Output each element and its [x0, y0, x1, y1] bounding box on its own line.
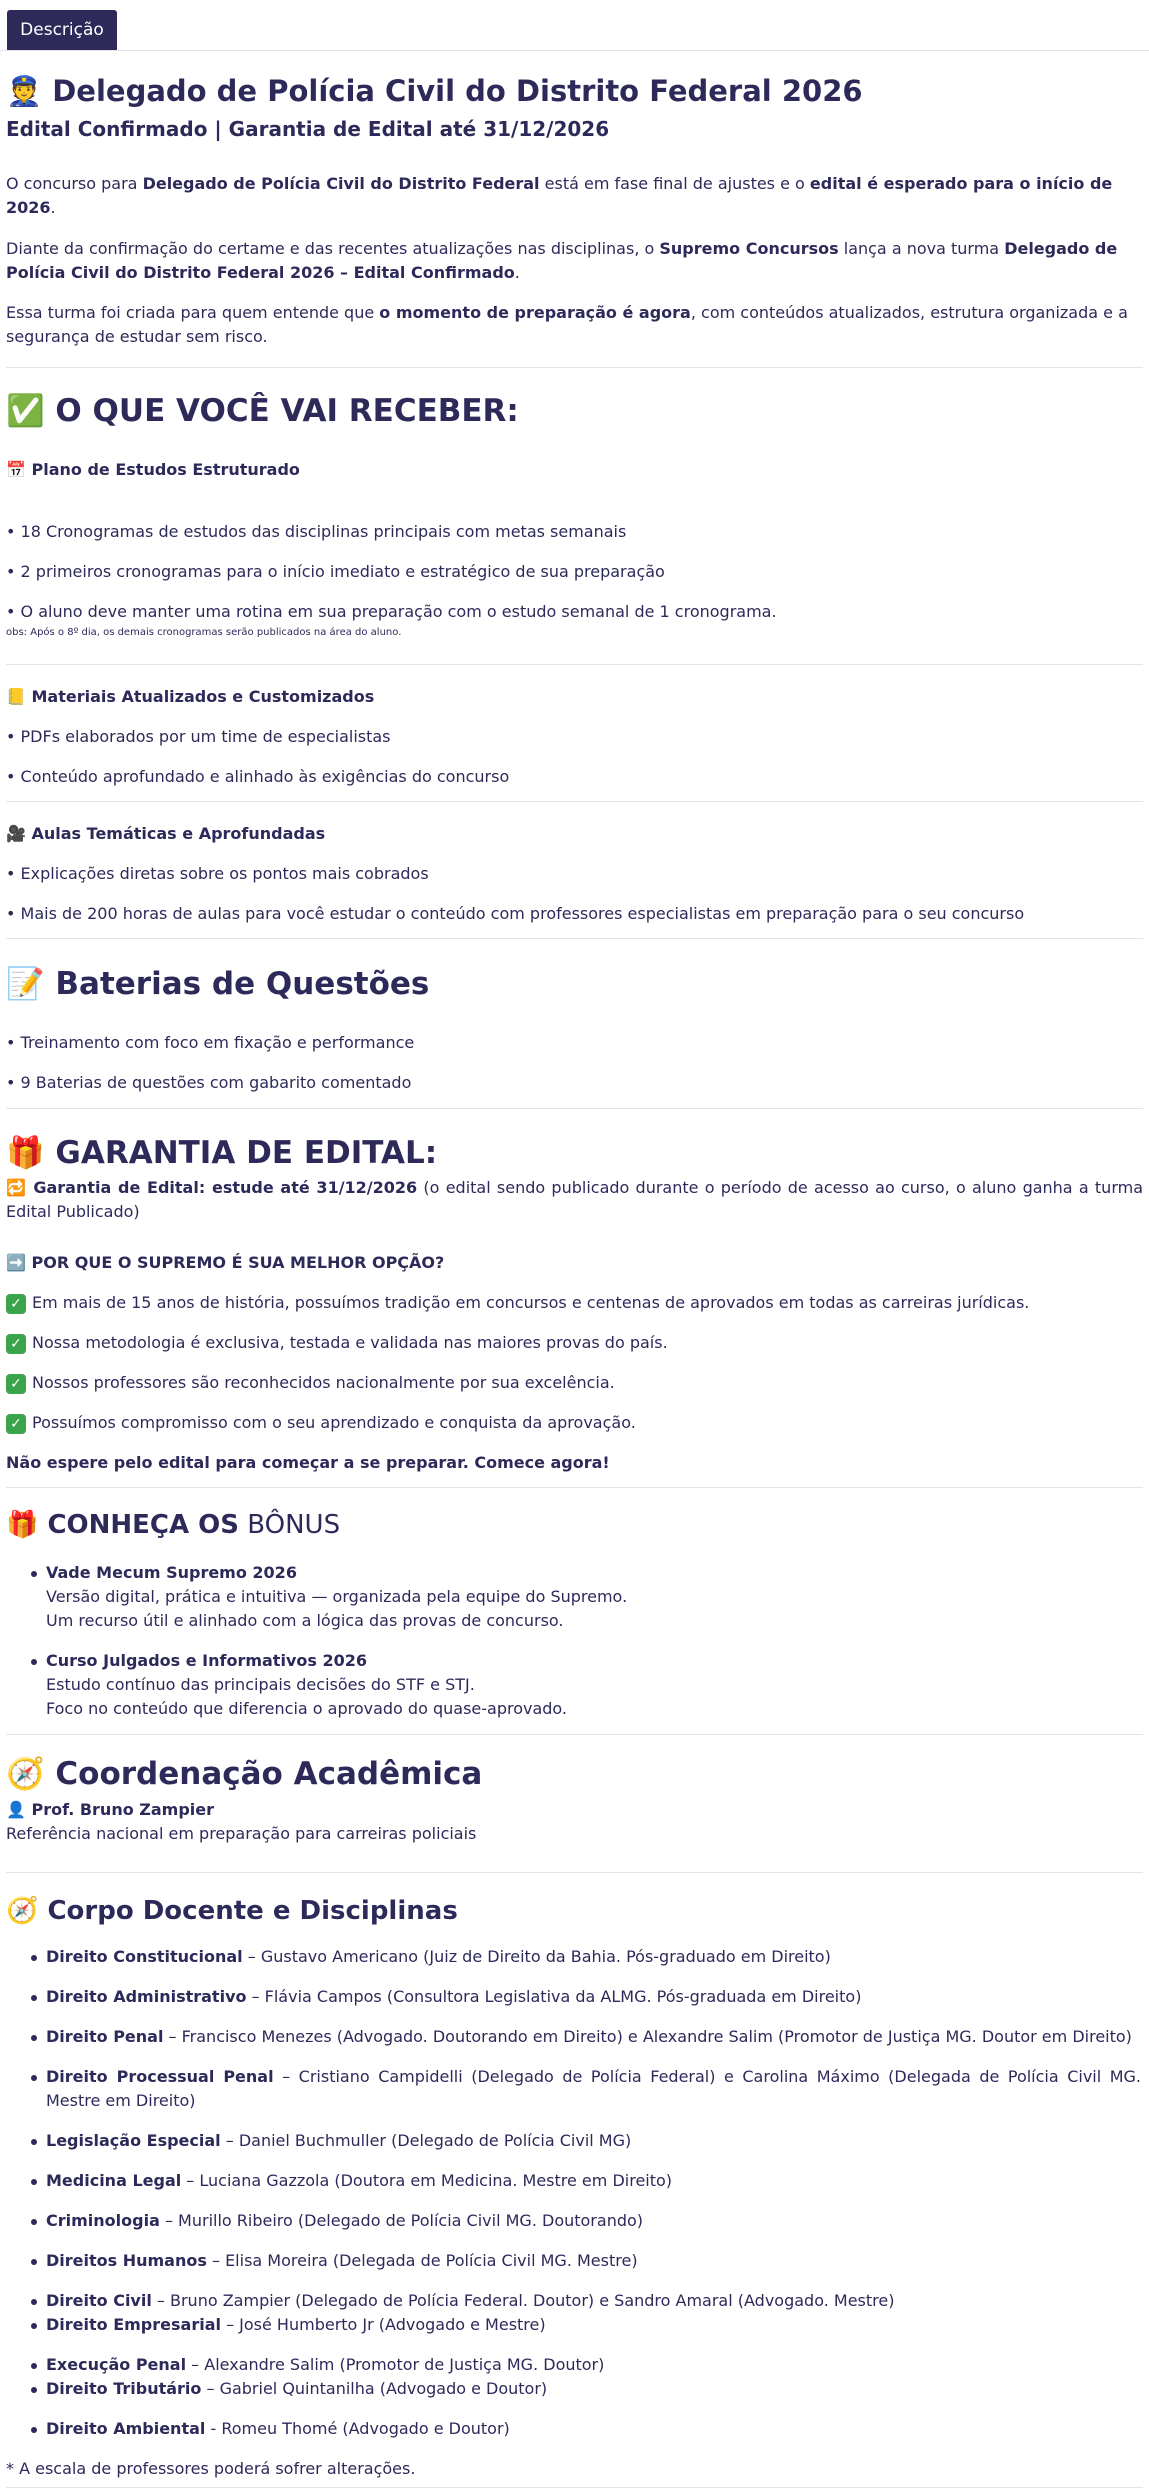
tab-descricao[interactable]: Descrição	[7, 10, 117, 50]
video-camera-icon: 🎥	[6, 824, 26, 843]
coordinator-name: 👤 Prof. Bruno Zampier	[6, 1800, 215, 1819]
page-title: 👮 Delegado de Polícia Civil do Distrito Federal 2026	[6, 74, 863, 108]
check-icon: ✅	[6, 393, 45, 429]
divider	[6, 1872, 1143, 1873]
check-icon: ✓	[6, 1334, 26, 1354]
list-item: • Treinamento com foco em fixação e performance	[6, 1033, 415, 1052]
memo-icon: 📝	[6, 966, 45, 1002]
reason-item: ✓ Nossa metodologia é exclusiva, testada e validada nas maiores provas do país.	[6, 1331, 668, 1355]
calendar-icon: 📅	[6, 460, 26, 479]
list-item: • Conteúdo aprofundado e alinhado às exigências do concurso	[6, 767, 510, 786]
section-title-questoes: 📝 Baterias de Questões	[6, 966, 430, 1002]
divider	[6, 938, 1143, 939]
check-icon: ✓	[6, 1374, 26, 1394]
teacher-item: Direito Processual Penal – Cristiano Campidelli (Delegado de Polícia Federal) e Carolina Máximo (Delegada de Polícia Civil MG. Mestre em Direito)	[46, 2065, 1141, 2113]
footnote: * A escala de professores poderá sofrer alterações.	[6, 2459, 416, 2478]
divider	[6, 1734, 1143, 1735]
list-item: • O aluno deve manter uma rotina em sua preparação com o estudo semanal de 1 cronograma.	[6, 602, 777, 621]
teacher-item: Direito Tributário – Gabriel Quintanilha (Advogado e Doutor)	[46, 2377, 1141, 2401]
page-subtitle: Edital Confirmado | Garantia de Edital até 31/12/2026	[6, 117, 610, 141]
reason-item: ✓ Possuímos compromisso com o seu aprendizado e conquista da aprovação.	[6, 1411, 636, 1435]
section-title-bonus: 🎁 CONHEÇA OS BÔNUS	[6, 1510, 341, 1540]
repeat-icon: 🔁	[6, 1178, 28, 1197]
teacher-item: Direito Administrativo – Flávia Campos (Consultora Legislativa da ALMG. Pós-graduada em Direito)	[46, 1985, 1141, 2009]
divider	[6, 367, 1143, 368]
list-item: • Mais de 200 horas de aulas para você estudar o conteúdo com professores especialistas em preparação para o seu concurso	[6, 904, 1025, 923]
teacher-item: Direito Civil – Bruno Zampier (Delegado de Polícia Federal. Doutor) e Sandro Amaral (Advogado. Mestre)	[46, 2289, 1141, 2313]
tab-bar	[0, 0, 1149, 51]
list-item: • PDFs elaborados por um time de especialistas	[6, 727, 391, 746]
check-icon: ✓	[6, 1294, 26, 1314]
gift-icon: 🎁	[6, 1135, 45, 1171]
aulas-title: 🎥 Aulas Temáticas e Aprofundadas	[6, 824, 326, 843]
bonus-item: Curso Julgados e Informativos 2026 Estudo contínuo das principais decisões do STF e STJ. Foco no conteúdo que diferencia o aprovado do quase-aprovado.	[46, 1649, 1141, 1721]
bonus-item: Vade Mecum Supremo 2026 Versão digital, prática e intuitiva — organizada pela equipe do Supremo. Um recurso útil e alinhado com a lógica das provas de concurso.	[46, 1561, 1141, 1633]
cta-text: Não espere pelo edital para começar a se preparar. Comece agora!	[6, 1453, 610, 1472]
why-title: ➡️ POR QUE O SUPREMO É SUA MELHOR OPÇÃO?	[6, 1253, 445, 1272]
divider	[6, 664, 1143, 665]
police-icon: 👮	[6, 74, 43, 108]
reason-item: ✓ Nossos professores são reconhecidos nacionalmente por sua excelência.	[6, 1371, 615, 1395]
compass-icon: 🧭	[6, 1756, 45, 1792]
teacher-item: Legislação Especial – Daniel Buchmuller (Delegado de Polícia Civil MG)	[46, 2129, 1141, 2153]
section-title-receber: ✅ O QUE VOCÊ VAI RECEBER:	[6, 393, 519, 429]
divider	[6, 2487, 1143, 2488]
person-icon: 👤	[6, 1800, 26, 1819]
gift-icon: 🎁	[6, 1510, 39, 1540]
teacher-item: Execução Penal – Alexandre Salim (Promotor de Justiça MG. Doutor)	[46, 2353, 1141, 2377]
intro-paragraph-3: Essa turma foi criada para quem entende que o momento de preparação é agora, com conteúdos atualizados, estrutura organizada e a segurança de estudar sem risco.	[6, 303, 1128, 346]
teacher-item: Criminologia – Murillo Ribeiro (Delegado de Polícia Civil MG. Doutorando)	[46, 2209, 1141, 2233]
list-item: • 2 primeiros cronogramas para o início imediato e estratégico de sua preparação	[6, 562, 665, 581]
teacher-item: Direito Ambiental - Romeu Thomé (Advogado e Doutor)	[46, 2417, 1141, 2441]
plano-title: 📅 Plano de Estudos Estruturado	[6, 460, 300, 479]
intro-paragraph-1: O concurso para Delegado de Polícia Civil do Distrito Federal está em fase final de ajustes e o edital é esperado para o início de 2026.	[6, 174, 1113, 217]
list-item: • 9 Baterias de questões com gabarito comentado	[6, 1073, 412, 1092]
divider	[6, 801, 1143, 802]
teacher-item: Direito Constitucional – Gustavo Americano (Juiz de Direito da Bahia. Pós-graduado em Direito)	[46, 1945, 1141, 1969]
section-title-coordenacao: 🧭 Coordenação Acadêmica	[6, 1756, 483, 1792]
list-item: • Explicações diretas sobre os pontos mais cobrados	[6, 864, 429, 883]
arrow-right-icon: ➡️	[6, 1253, 26, 1272]
divider	[6, 1487, 1143, 1488]
teacher-item: Direitos Humanos – Elisa Moreira (Delegada de Polícia Civil MG. Mestre)	[46, 2249, 1141, 2273]
compass-icon: 🧭	[6, 1896, 39, 1926]
intro-paragraph-2: Diante da confirmação do certame e das recentes atualizações nas disciplinas, o Supremo Concursos lança a nova turma Delegado de Polícia Civil do Distrito Federal 2026 – Edital Confirmado.	[6, 239, 1118, 282]
divider	[6, 1108, 1143, 1109]
section-title-docentes: 🧭 Corpo Docente e Disciplinas	[6, 1896, 458, 1926]
materiais-title: 📒 Materiais Atualizados e Customizados	[6, 687, 375, 706]
check-icon: ✓	[6, 1414, 26, 1434]
reason-item: ✓ Em mais de 15 anos de história, possuímos tradição em concursos e centenas de aprovados em todas as carreiras jurídicas.	[6, 1291, 1029, 1315]
teacher-item: Direito Penal – Francisco Menezes (Advogado. Doutorando em Direito) e Alexandre Salim (Promotor de Justiça MG. Doutor em Direito)	[46, 2025, 1141, 2049]
list-item: • 18 Cronogramas de estudos das disciplinas principais com metas semanais	[6, 522, 627, 541]
teacher-item: Direito Empresarial – José Humberto Jr (Advogado e Mestre)	[46, 2313, 1141, 2337]
coordinator-desc: Referência nacional em preparação para carreiras policiais	[6, 1824, 477, 1843]
plano-obs: obs: Após o 8º dia, os demais cronogramas serão publicados na área do aluno.	[6, 627, 402, 638]
teacher-item: Medicina Legal – Luciana Gazzola (Doutora em Medicina. Mestre em Direito)	[46, 2169, 1141, 2193]
notebook-icon: 📒	[6, 687, 26, 706]
garantia-line: 🔁 Garantia de Edital: estude até 31/12/2026 (o edital sendo publicado durante o período de acesso ao curso, o aluno ganha a turma Edital Publicado)	[6, 1178, 1144, 1221]
section-title-garantia: 🎁 GARANTIA DE EDITAL:	[6, 1135, 438, 1171]
